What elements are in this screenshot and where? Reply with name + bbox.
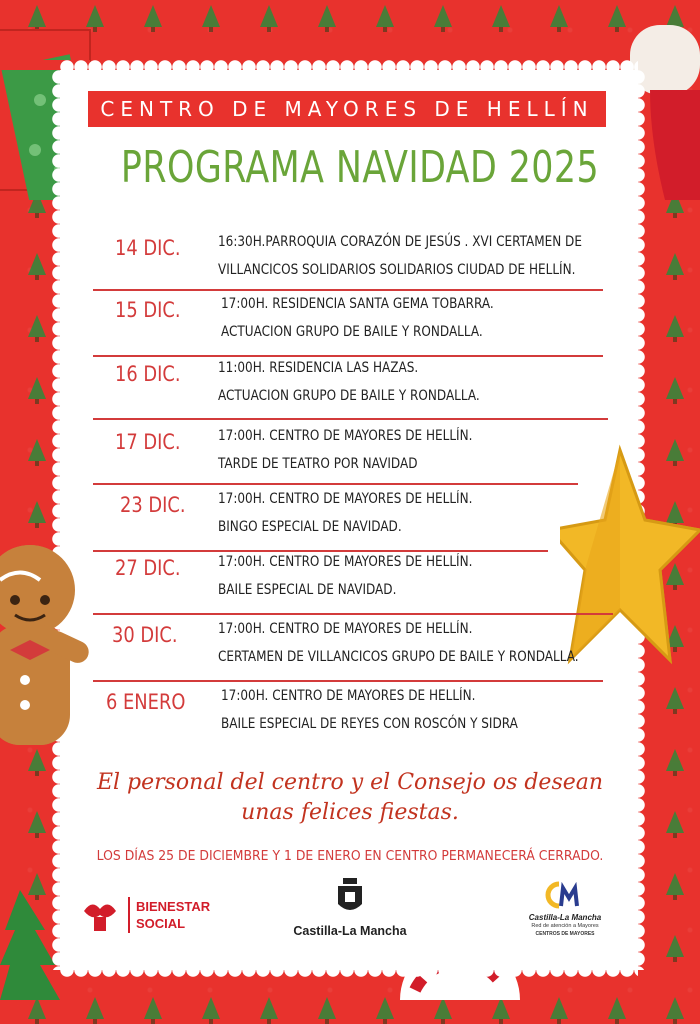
center-name: CENTRO DE MAYORES DE HELLÍN bbox=[100, 97, 594, 121]
event-line-2: TARDE DE TEATRO POR NAVIDAD bbox=[218, 456, 418, 472]
cm-subtitle-1: Red de atención a Mayores bbox=[531, 923, 599, 929]
event-separator bbox=[93, 550, 548, 552]
event-line-1: 17:00H. CENTRO DE MAYORES DE HELLÍN. bbox=[221, 688, 476, 704]
wish-line-2: unas felices fiestas. bbox=[241, 800, 459, 825]
bienestar-line-1: BIENESTAR bbox=[136, 899, 211, 914]
cm-emblem-icon bbox=[545, 880, 585, 910]
event-date: 16 DIC. bbox=[115, 362, 181, 386]
event-date: 30 DIC. bbox=[112, 623, 178, 647]
tree-icon bbox=[550, 997, 568, 1019]
tree-icon bbox=[492, 5, 510, 27]
tree-icon bbox=[666, 253, 684, 275]
tree-icon bbox=[202, 997, 220, 1019]
bienestar-social-logo bbox=[80, 895, 220, 935]
event-line-2: ACTUACION GRUPO DE BAILE Y RONDALLA. bbox=[221, 324, 483, 340]
tree-icon bbox=[666, 377, 684, 399]
event-date: 14 DIC. bbox=[115, 236, 181, 260]
tree-icon bbox=[492, 997, 510, 1019]
bienestar-line-2: SOCIAL bbox=[136, 916, 186, 931]
event-date: 15 DIC. bbox=[115, 298, 181, 322]
closed-notice: LOS DÍAS 25 DE DICIEMBRE Y 1 DE ENERO EN CENTRO PERMANECERÁ CERRADO. bbox=[96, 848, 604, 864]
event-line-2: ACTUACION GRUPO DE BAILE Y RONDALLA. bbox=[218, 388, 480, 404]
tree-icon bbox=[666, 811, 684, 833]
event-line-1: 17:00H. CENTRO DE MAYORES DE HELLÍN. bbox=[218, 491, 473, 507]
coat-of-arms-icon bbox=[335, 878, 365, 918]
tree-icon bbox=[28, 997, 46, 1019]
tree-icon bbox=[86, 997, 104, 1019]
tree-icon bbox=[666, 749, 684, 771]
event-line-1: 17:00H. CENTRO DE MAYORES DE HELLÍN. bbox=[218, 554, 473, 570]
event-separator bbox=[93, 680, 603, 682]
event-line-2: VILLANCICOS SOLIDARIOS SOLIDARIOS CIUDAD DE HELLÍN. bbox=[218, 262, 576, 278]
event-date: 27 DIC. bbox=[115, 556, 181, 580]
tree-icon bbox=[28, 377, 46, 399]
event-date: 23 DIC. bbox=[120, 493, 186, 517]
tree-icon bbox=[260, 5, 278, 27]
event-line-2: BAILE ESPECIAL DE NAVIDAD. bbox=[218, 582, 397, 598]
event-line-2: BINGO ESPECIAL DE NAVIDAD. bbox=[218, 519, 402, 535]
event-line-1: 17:00H. RESIDENCIA SANTA GEMA TOBARRA. bbox=[221, 296, 494, 312]
cm-subtitle-2: CENTROS DE MAYORES bbox=[535, 931, 595, 937]
tree-icon bbox=[376, 997, 394, 1019]
tree-icon bbox=[28, 253, 46, 275]
event-separator bbox=[93, 483, 578, 485]
tree-icon bbox=[666, 315, 684, 337]
tree-icon bbox=[318, 997, 336, 1019]
cm-name: Castilla-La Mancha bbox=[528, 913, 602, 922]
tree-icon bbox=[666, 997, 684, 1019]
wish-line-1: El personal del centro y el Consejo os desean bbox=[96, 770, 604, 795]
clm-name: Castilla-La Mancha bbox=[293, 924, 407, 938]
gingerbread-icon-overlay bbox=[0, 540, 95, 770]
tree-icon bbox=[434, 5, 452, 27]
tree-icon bbox=[318, 5, 336, 27]
star-icon-overlay bbox=[560, 440, 700, 680]
wish-message bbox=[60, 768, 640, 828]
event-separator bbox=[93, 418, 608, 420]
center-name-banner bbox=[88, 91, 606, 127]
paper-scallop-bottom bbox=[60, 963, 638, 977]
event-line-2: CERTAMEN DE VILLANCICOS GRUPO DE BAILE Y RONDALLA. bbox=[218, 649, 579, 665]
tree-icon bbox=[550, 5, 568, 27]
event-date: 17 DIC. bbox=[115, 430, 181, 454]
event-line-1: 11:00H. RESIDENCIA LAS HAZAS. bbox=[218, 360, 419, 376]
christmas-tree-icon bbox=[0, 890, 60, 1000]
logo-divider bbox=[128, 897, 130, 933]
tree-icon bbox=[666, 687, 684, 709]
tree-icon bbox=[28, 501, 46, 523]
page-title: PROGRAMA NAVIDAD 2025 bbox=[120, 142, 600, 193]
tree-icon bbox=[434, 997, 452, 1019]
event-line-1: 16:30H.PARROQUIA CORAZÓN DE JESÚS . XVI CERTAMEN DE bbox=[218, 234, 582, 250]
tree-icon bbox=[666, 935, 684, 957]
event-line-1: 17:00H. CENTRO DE MAYORES DE HELLÍN. bbox=[218, 428, 473, 444]
tree-icon bbox=[376, 5, 394, 27]
tree-icon bbox=[28, 315, 46, 337]
event-separator bbox=[93, 355, 603, 357]
tree-icon bbox=[666, 873, 684, 895]
bienestar-emblem-icon bbox=[80, 895, 120, 935]
tree-icon bbox=[28, 811, 46, 833]
tree-icon bbox=[144, 997, 162, 1019]
event-date: 6 ENERO bbox=[106, 690, 186, 714]
tree-icon bbox=[202, 5, 220, 27]
tree-icon bbox=[28, 439, 46, 461]
event-line-2: BAILE ESPECIAL DE REYES CON ROSCÓN Y SIDRA bbox=[221, 716, 518, 732]
paper-scallop-top bbox=[60, 60, 638, 74]
castilla-la-mancha-logo bbox=[290, 878, 410, 942]
tree-icon bbox=[608, 997, 626, 1019]
paper-scallop-left bbox=[52, 70, 66, 970]
tree-icon bbox=[260, 997, 278, 1019]
centros-de-mayores-logo bbox=[520, 880, 610, 942]
event-separator bbox=[93, 289, 603, 291]
tree-icon bbox=[144, 5, 162, 27]
event-separator bbox=[93, 613, 613, 615]
event-line-1: 17:00H. CENTRO DE MAYORES DE HELLÍN. bbox=[218, 621, 473, 637]
